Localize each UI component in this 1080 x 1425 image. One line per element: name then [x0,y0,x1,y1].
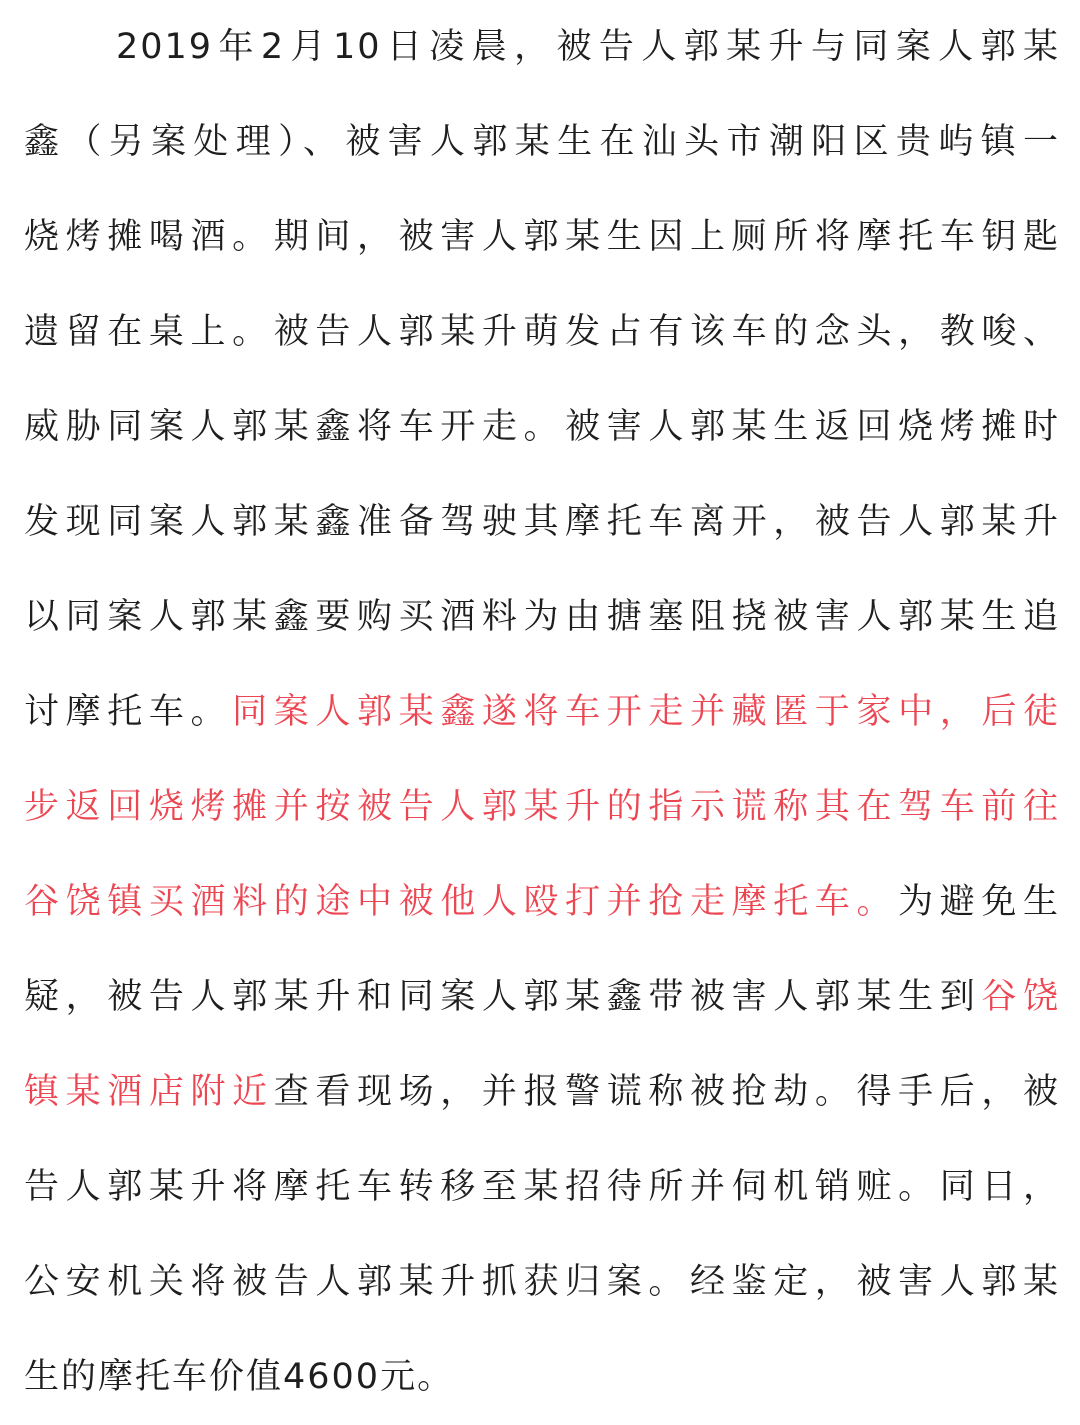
text-span: 遗留在桌上。被告人郭某升萌发占有该车的念头，教唆、 [24,312,1060,352]
text-span: 威胁同案人郭某鑫将车开走。被害人郭某生返回烧烤摊时 [24,407,1060,447]
text-span: 烧烤摊喝酒。期间，被害人郭某生因上厕所将摩托车钥匙 [24,217,1060,257]
text-line [24,190,1060,285]
article-paragraph [24,0,1060,1425]
text-line [24,665,1060,760]
text-span: 查看现场，并报警谎称被抢劫。得手后，被 [273,1072,1060,1112]
text-span: 告人郭某升将摩托车转移至某招待所并伺机销赃。同日， [24,1167,1060,1207]
highlighted-text: 步返回烧烤摊并按被告人郭某升的指示谎称其在驾车前往 [24,787,1060,827]
text-line [24,760,1060,855]
text-line [24,570,1060,665]
highlighted-text: 谷饶镇买酒料的途中被他人殴打并抢走摩托车。 [24,882,899,922]
text-line [24,380,1060,475]
text-span: 鑫（另案处理）、被害人郭某生在汕头市潮阳区贵屿镇一 [24,122,1060,162]
text-span: 讨摩托车。 [24,692,233,732]
text-line [24,1045,1060,1140]
text-line [24,1330,1060,1425]
text-span: 以同案人郭某鑫要购买酒料为由搪塞阻挠被害人郭某生追 [24,597,1060,637]
text-span: 发现同案人郭某鑫准备驾驶其摩托车离开，被告人郭某升 [24,502,1060,542]
highlighted-text: 谷饶 [981,977,1060,1017]
text-line [24,475,1060,570]
highlighted-text: 同案人郭某鑫遂将车开走并藏匿于家中，后徒 [232,692,1060,732]
text-line [24,1235,1060,1330]
text-span: 生的摩托车价值4600元。 [24,1357,455,1397]
text-line [24,950,1060,1045]
highlighted-text: 镇某酒店附近 [24,1072,274,1112]
text-line [24,285,1060,380]
text-line [24,0,1060,95]
text-line [24,855,1060,950]
text-span: 2019年2月10日凌晨，被告人郭某升与同案人郭某 [116,27,1060,67]
text-span: 为避免生 [898,882,1060,922]
text-line [24,1140,1060,1235]
text-line [24,95,1060,190]
text-span: 公安机关将被告人郭某升抓获归案。经鉴定，被害人郭某 [24,1262,1060,1302]
text-span: 疑，被告人郭某升和同案人郭某鑫带被害人郭某生到 [24,977,982,1017]
